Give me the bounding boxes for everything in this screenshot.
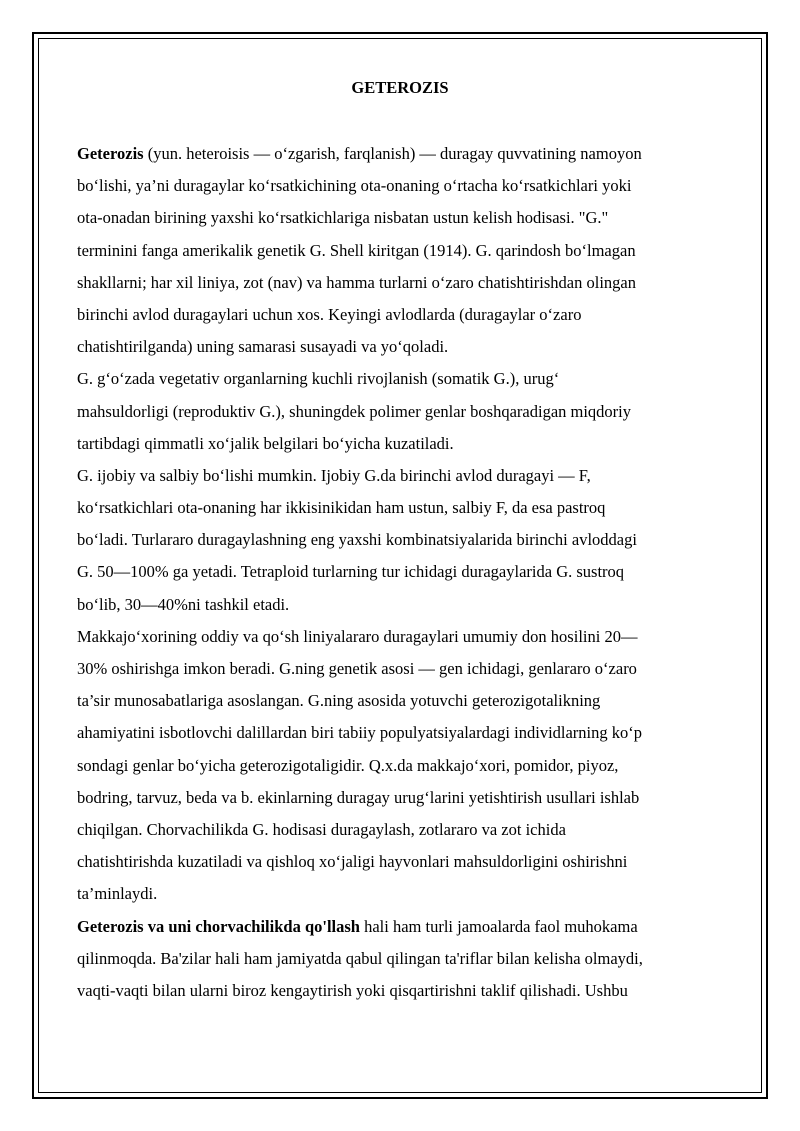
text-line (77, 717, 723, 749)
line-text: ahamiyatini isbotlovchi dalillardan biri tabiiy populyatsiyalardagi individlarning ko‘p (77, 723, 643, 743)
line-text: 30% oshirishga imkon beradi. G.ning genetik asosi — gen ichidagi, genlararo o‘zaro (77, 659, 637, 678)
line-text: shakllarni; har xil liniya, zot (nav) va hamma turlarni o‘zaro chatishtirishdan olingan (77, 272, 636, 292)
document-body (77, 138, 723, 1007)
text-line (77, 943, 723, 975)
text-line (77, 202, 723, 234)
text-line (77, 685, 723, 717)
line-text: G. ijobiy va salbiy bo‘lishi mumkin. Ijobiy G.da birinchi avlod duragayi — F, (77, 465, 591, 485)
line-text: bodring, tarvuz, beda va b. ekinlarning duragay urug‘larini yetishtirish usullari ishlab (77, 787, 640, 807)
bold-term: Geterozis va uni chorvachilikda qo'llash (77, 916, 360, 936)
text-line (77, 556, 723, 588)
line-text: tartibdagi qimmatli xo‘jalik belgilari bo‘yicha kuzatiladi. (77, 433, 454, 453)
line-text: G. 50—100% ga yetadi. Tetraploid turlarning tur ichidagi duragaylarida G. sustroq (77, 562, 625, 582)
text-line (77, 846, 723, 878)
text-line (77, 524, 723, 556)
text-line (77, 589, 723, 621)
text-line (77, 235, 723, 267)
line-text: terminini fanga amerikalik genetik G. Shell kiritgan (1914). G. qarindosh bo‘lmagan (77, 240, 636, 260)
line-text: sondagi genlar bo‘yicha geterozigotaligidir. Q.x.da makkajo‘xori, pomidor, piyoz, (77, 755, 619, 775)
line-text: chiqilgan. Chorvachilikda G. hodisasi duragaylash, zotlararo va zot ichida (77, 819, 566, 839)
line-text: bo‘lishi, ya’ni duragaylar ko‘rsatkichining ota-onaning o‘rtacha ko‘rsatkichlari yoki (77, 176, 632, 196)
text-line (77, 878, 723, 910)
text-line (77, 138, 723, 170)
text-line (77, 428, 723, 460)
text-line (77, 621, 723, 653)
text-line (77, 492, 723, 524)
line-text: birinchi avlod duragaylari uchun xos. Keyingi avlodlarda (duragaylar o‘zaro (77, 304, 582, 324)
text-line (77, 396, 723, 428)
line-text: ota-onadan birining yaxshi ko‘rsatkichlariga nisbatan ustun kelish hodisasi. "G." (77, 208, 609, 228)
text-line (77, 170, 723, 202)
bold-term: Geterozis (77, 144, 144, 163)
line-text: G. g‘o‘zada vegetativ organlarning kuchli rivojlanish (somatik G.), urug‘ (77, 369, 560, 389)
text-line (77, 814, 723, 846)
line-text: Makkajo‘xorining oddiy va qo‘sh liniyalararo duragaylari umumiy don hosilini 20— (77, 626, 638, 646)
line-text: chatishtirishda kuzatiladi va qishloq xo‘jaligi hayvonlari mahsuldorligini oshirishni (77, 852, 628, 872)
line-text: bo‘lib, 30—40%ni tashkil etadi. (77, 594, 290, 614)
text-line (77, 267, 723, 299)
line-text: bo‘ladi. Turlararo duragaylashning eng yaxshi kombinatsiyalarida birinchi avloddagi (77, 530, 637, 550)
text-line (77, 460, 723, 492)
text-line (77, 975, 723, 1007)
page-title: GETEROZIS (351, 78, 449, 97)
line-text: qilinmoqda. Ba'zilar hali ham jamiyatda qabul qilingan ta'riflar bilan kelisha olmaydi, (77, 948, 643, 968)
line-text: hali ham turli jamoalarda faol muhokama (359, 916, 638, 936)
line-text: ko‘rsatkichlari ota-onaning har ikkisinikidan ham ustun, salbiy F, da esa pastroq (77, 498, 606, 518)
text-line (77, 750, 723, 782)
line-text: ta’sir munosabatlariga asoslangan. G.ning asosida yotuvchi geterozigotalikning (77, 691, 601, 711)
text-line (77, 299, 723, 331)
line-text: ta’minlaydi. (77, 884, 158, 904)
text-line (77, 653, 723, 685)
text-line (77, 782, 723, 814)
line-text: vaqti-vaqti bilan ularni biroz kengaytirish yoki qisqartirishni taklif qilishadi. Ushbu (77, 980, 628, 1000)
text-line (77, 911, 723, 943)
text-line (77, 363, 723, 395)
line-text: mahsuldorligi (reproduktiv G.), shuningdek polimer genlar boshqaradigan miqdoriy (77, 401, 632, 421)
line-text: chatishtirilganda) uning samarasi susayadi va yo‘qoladi. (77, 337, 449, 357)
text-line (77, 331, 723, 363)
line-text: (yun. heteroisis — o‘zgarish, farqlanish) — duragay quvvatining namoyon (143, 144, 642, 163)
